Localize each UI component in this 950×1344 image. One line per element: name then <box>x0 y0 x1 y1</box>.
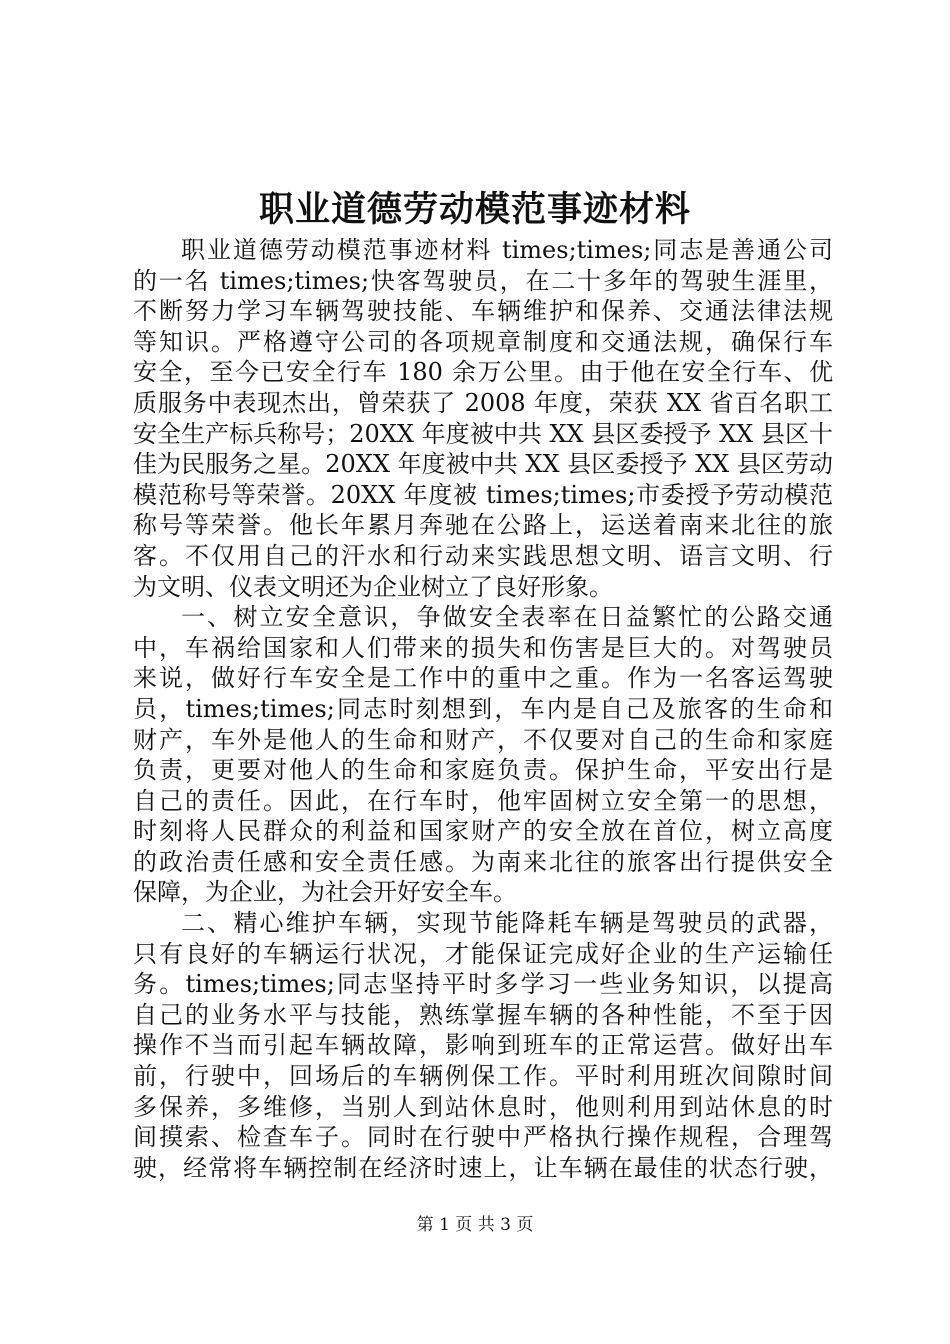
document-body <box>133 235 833 1183</box>
text-line: 安全，至今已安全行车 180 余万公里。由于他在安全行车、优 <box>133 358 833 387</box>
text-line: 时刻将人民群众的利益和国家财产的安全放在首位，树立高度 <box>133 817 833 846</box>
paragraph <box>133 908 833 1183</box>
text-line: 质服务中表现杰出，曾荣获了 2008 年度，荣获 XX 省百名职工 <box>133 388 833 417</box>
text-line: 称号等荣誉。他长年累月奔驰在公路上，运送着南来北往的旅 <box>133 511 833 540</box>
text-line: 间摸索、检查车子。同时在行驶中严格执行操作规程，合理驾 <box>133 1123 833 1152</box>
document-title: 职业道德劳动模范事迹材料 <box>258 189 691 230</box>
text-line: 一、树立安全意识，争做安全表率在日益繁忙的公路交通 <box>181 603 833 632</box>
text-line: 操作不当而引起车辆故障，影响到班车的正常运营。做好出车 <box>133 1031 833 1060</box>
text-line: 为文明、仪表文明还为企业树立了良好形象。 <box>133 572 613 601</box>
paragraph <box>133 235 833 602</box>
text-line: 中，车祸给国家和人们带来的损失和伤害是巨大的。对驾驶员 <box>133 633 833 662</box>
text-line: 多保养，多维修，当别人到站休息时，他则利用到站休息的时 <box>133 1092 833 1121</box>
text-line: 不断努力学习车辆驾驶技能、车辆维护和保养、交通法律法规 <box>133 297 833 326</box>
text-line: 财产，车外是他人的生命和财产，不仅要对自己的生命和家庭 <box>133 725 833 754</box>
text-line: 员，times;times;同志时刻想到，车内是自己及旅客的生命和 <box>133 694 833 723</box>
text-line: 负责，更要对他人的生命和家庭负责。保护生命，平安出行是 <box>133 756 833 785</box>
text-line: 自己的责任。因此，在行车时，他牢固树立安全第一的思想， <box>133 786 833 815</box>
text-line: 佳为民服务之星。20XX 年度被中共 XX 县区委授予 XX 县区劳动 <box>133 450 833 479</box>
text-line: 模范称号等荣誉。20XX 年度被 times;times;市委授予劳动模范 <box>133 480 833 509</box>
text-line: 前，行驶中，回场后的车辆例保工作。平时利用班次间隙时间 <box>133 1062 833 1091</box>
text-line: 等知识。严格遵守公司的各项规章制度和交通法规，确保行车 <box>133 327 833 356</box>
text-line: 职业道德劳动模范事迹材料 times;times;同志是善通公司 <box>181 236 833 264</box>
text-line: 保障，为企业，为社会开好安全车。 <box>133 878 517 907</box>
text-line: 的一名 times;times;快客驾驶员，在二十多年的驾驶生涯里， <box>133 266 833 295</box>
text-line: 二、精心维护车辆，实现节能降耗车辆是驾驶员的武器， <box>181 909 833 938</box>
text-line: 自己的业务水平与技能，熟练掌握车辆的各种性能，不至于因 <box>133 1000 833 1029</box>
page-footer: 第 1 页 共 3 页 <box>416 1215 534 1235</box>
text-line: 只有良好的车辆运行状况，才能保证完成好企业的生产运输任 <box>133 939 833 968</box>
text-line: 驶，经常将车辆控制在经济时速上，让车辆在最佳的状态行驶， <box>133 1153 833 1182</box>
text-line: 务。times;times;同志坚持平时多学习一些业务知识，以提高 <box>133 970 833 999</box>
text-line: 安全生产标兵称号；20XX 年度被中共 XX 县区委授予 XX 县区十 <box>133 419 833 448</box>
paragraph <box>133 602 833 908</box>
text-line: 来说，做好行车安全是工作中的重中之重。作为一名客运驾驶 <box>133 664 833 693</box>
text-line: 客。不仅用自己的汗水和行动来实践思想文明、语言文明、行 <box>133 541 833 570</box>
text-line: 的政治责任感和安全责任感。为南来北往的旅客出行提供安全 <box>133 847 833 876</box>
